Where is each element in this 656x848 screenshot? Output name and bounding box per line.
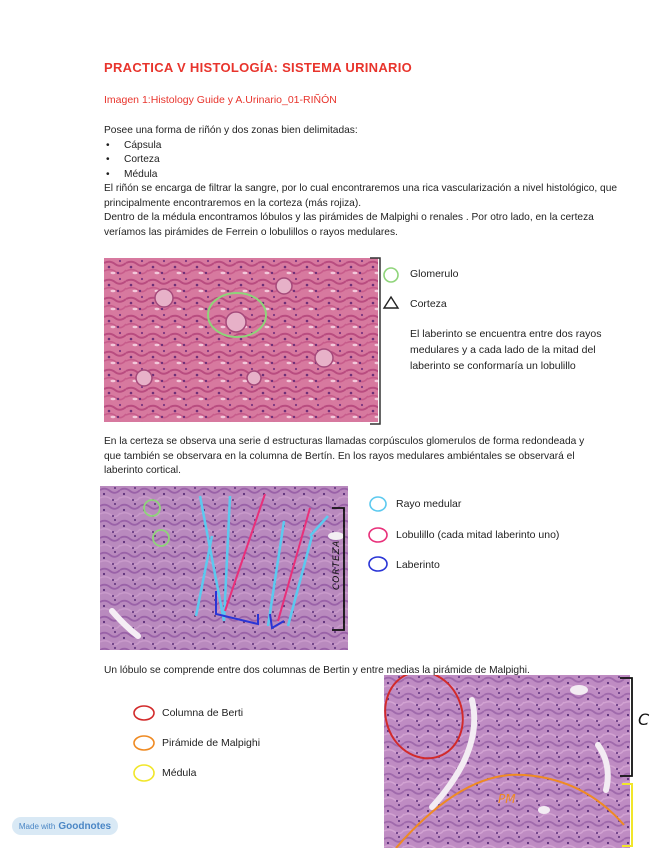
zones-list <box>104 139 624 183</box>
bracket-3 <box>618 676 638 780</box>
cyan-circle-icon <box>368 495 388 513</box>
legend-columna-berti: Columna de Berti <box>162 707 244 719</box>
badge-brand: Goodnotes <box>58 820 112 832</box>
paragraph-2: En la certeza se observa una serie d estructuras llamadas corpúsculos glomerulos de forma redondeada y que también se observara en la columna de Bertín. En los rayos medulares ambiéntales se observará el laberinto cortical. <box>104 436 585 476</box>
intro-paragraph-1: El riñón se encarga de filtrar la sangre, por lo cual encontraremos una rica vascularización a nivel histológico, que principalmente encontraremos en la corteza (más rojiza). <box>104 183 618 209</box>
legend-medula: Médula <box>162 767 197 779</box>
badge-prefix: Made with <box>18 821 56 831</box>
kidney-lobe-micrograph <box>384 675 630 848</box>
list-item: • Cápsula <box>104 139 624 154</box>
handwritten-corteza-label: CORTEZA <box>332 539 342 590</box>
triangle-icon <box>382 295 400 311</box>
handwritten-pm-label: PM <box>498 792 516 806</box>
legend-laberinto: Laberinto <box>396 559 440 571</box>
kidney-cortex-micrograph-1 <box>104 258 378 422</box>
intro-text <box>104 124 624 240</box>
legend-piramide-malpighi: Pirámide de Malpighi <box>162 737 261 749</box>
paragraph-3: Un lóbulo se comprende entre dos columnas de Bertin y entre medias la pirámide de Malpighi. <box>104 665 530 676</box>
list-item: • Médula <box>104 168 624 183</box>
orange-circle-icon <box>132 734 156 752</box>
intro-paragraph-2: Dentro de la médula encontramos lóbulos y las pirámides de Malpighi o renales . Por otro lado, en la certeza veríamos las pirámides de Ferrein o lobulillos o rayos medulares. <box>104 212 594 238</box>
list-item: • Corteza <box>104 153 624 168</box>
red-circle-icon <box>132 704 156 722</box>
legend-rayo-medular: Rayo medular <box>396 498 462 510</box>
image-subtitle: Imagen 1:Histology Guide y A.Urinario_01-RIÑÓN <box>104 94 337 106</box>
kidney-cortex-micrograph-2 <box>100 486 348 650</box>
goodnotes-badge[interactable] <box>12 817 118 835</box>
page-title: PRACTICA V HISTOLOGÍA: SISTEMA URINARIO <box>104 60 413 75</box>
intro-lead: Posee una forma de riñón y dos zonas bien delimitadas: <box>104 125 358 136</box>
legend-lobulillo: Lobulillo (cada mitad laberinto uno) <box>396 529 560 541</box>
legend-corteza: Corteza <box>410 298 447 310</box>
handwritten-c-label: C <box>638 710 650 729</box>
green-circle-icon <box>382 266 400 284</box>
blue-circle-icon <box>367 555 389 573</box>
laberinto-note: El laberinto se encuentra entre dos rayos medulares y a cada lado de la mitad del laberinto se conformaría un lobulillo <box>410 328 602 372</box>
yellow-circle-icon <box>132 763 156 783</box>
legend-glomerulo: Glomerulo <box>410 268 459 280</box>
yellow-bracket <box>620 782 638 848</box>
magenta-circle-icon <box>367 526 389 544</box>
